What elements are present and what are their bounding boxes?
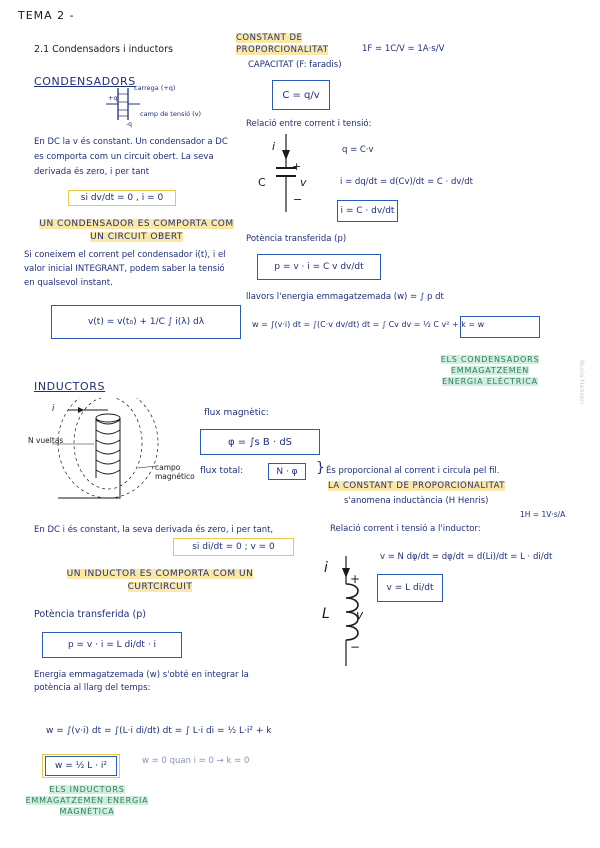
- section-title: 2.1 Condensadors i inductors: [34, 44, 173, 55]
- cond-dc-formula: si dv/dt = 0 , i = 0: [80, 193, 164, 203]
- green-ind-wrap: [22, 785, 152, 817]
- inductor-coil-sketch: [38, 398, 198, 503]
- cond-potencia: Potència transferida (p): [246, 234, 347, 244]
- constant-units: 1F = 1C/V = 1A·s/V: [362, 44, 445, 54]
- coil-i-label: i: [52, 404, 55, 414]
- cond-comporta-text: UN CONDENSADOR ES COMPORTA COM UN CIRCUIT OBERT: [39, 219, 234, 242]
- condensadors-heading: CONDENSADORS: [34, 75, 136, 88]
- ind-constant: LA CONSTANT DE PROPORCIONALITAT: [328, 481, 505, 491]
- vueltas-label: N vueltas: [28, 436, 64, 445]
- proporcional-text: És proporcional al corrent i circula pel fil.: [326, 466, 500, 476]
- green-ind-text: ELS INDUCTORS EMMAGATZEMEN ENERGIA MAGNÈTICA: [25, 785, 149, 816]
- energy-box: [460, 316, 540, 338]
- green-cond-wrap: [430, 355, 550, 387]
- ind-dc-text: En DC i és constant, la seva derivada és zero, i per tant,: [34, 525, 274, 535]
- flux-formula: φ = ∫s B · dS: [227, 436, 293, 448]
- ind-circuit-plus: +: [350, 572, 361, 586]
- ind-comporta: UN INDUCTOR ES COMPORTA COM UN CURTCIRCUIT: [66, 569, 254, 592]
- i-equation: i = dq/dt = d(Cv)/dt = C · dv/dt: [340, 177, 473, 187]
- capacitance-formula: C = q/v: [282, 89, 320, 101]
- ind-relacio: Relació corrent i tensió a l'inductor:: [330, 524, 481, 534]
- ind-dc-formula: si di/dt = 0 ; v = 0: [192, 542, 275, 552]
- henri-units: 1H = 1V·s/A: [520, 510, 566, 519]
- v-box-formula: v = L di/dt: [386, 583, 434, 593]
- cap-circuit-minus: −: [293, 193, 303, 206]
- cap-circuit-plus: +: [292, 160, 302, 173]
- ind-circuit-minus: −: [350, 640, 361, 654]
- ind-power-formula: p = v · i = L di/dt · i: [67, 640, 157, 650]
- ind-w-note: w = 0 quan i = 0 → k = 0: [142, 756, 250, 766]
- inductors-heading: INDUCTORS: [34, 380, 106, 393]
- power-formula: p = v · i = C v dv/dt: [274, 262, 364, 272]
- capacitat-label: CAPACITAT (F: faradis): [248, 60, 342, 70]
- campo-label: campo magnético: [155, 463, 195, 482]
- ind-comporta-wrap: [40, 568, 280, 594]
- anomena-text: s'anomena inductància (H Henris): [344, 496, 489, 506]
- ind-constant-wrap: [328, 481, 505, 492]
- cond-relacio: Relació entre corrent i tensió:: [246, 119, 372, 129]
- cond-comporta: [34, 218, 239, 244]
- green-cond-text: ELS CONDENSADORS EMMAGATZEMEN ENERGIA ELÈCTRICA: [440, 355, 540, 386]
- cap-circuit-C: C: [258, 176, 266, 189]
- page-title: TEMA 2 -: [18, 9, 75, 22]
- cap-circuit-v: v: [300, 176, 307, 189]
- flux-total-label: flux total:: [200, 466, 244, 476]
- polarity-minus: -q: [126, 121, 132, 128]
- constant-title-wrap: [236, 32, 366, 56]
- ind-energia-text: Energia emmagatzemada (w) s'obté en integrar la potència al llarg del temps:: [34, 670, 249, 693]
- ind-potencia: Potència transferida (p): [34, 609, 146, 620]
- ind-circuit-v: v: [356, 608, 364, 622]
- polarity-plus: +q: [108, 94, 118, 102]
- v-equation: v = N dφ/dt = dφ/dt = d(Li)/dt = L · di/dt: [380, 552, 553, 562]
- energy-formula: w = ∫(v·i) dt = ∫(C·v dv/dt) dt = ∫ Cv dv = ½ C v² + k = w: [252, 320, 485, 329]
- capacitor-circuit-symbol: [256, 134, 316, 214]
- cond-dc-text: En DC la v és constant. Un condensador a DC es comporta com un circuit obert. La seva derivada és zero, i per tant: [34, 137, 228, 177]
- llavors-text: llavors l'energia emmagatzemada (w) = ∫ p dt: [246, 292, 444, 302]
- cap-circuit-i: i: [272, 140, 276, 153]
- ind-energy-formula: w = ∫(v·i) dt = ∫(L·i di/dt) dt = ∫ L·i di = ½ L·i² + k: [46, 726, 272, 736]
- ind-circuit-i: i: [324, 560, 328, 576]
- q-equation: q = C·v: [342, 145, 374, 155]
- camp-label: camp de tensió (v): [140, 110, 202, 118]
- i-box-formula: i = C · dv/dt: [340, 206, 395, 216]
- flux-total-formula: N · φ: [276, 466, 298, 477]
- carga-label: carrega (+q): [134, 84, 176, 92]
- integral-formula: v(t) = v(t₀) + 1/C ∫ i(λ) dλ: [87, 317, 205, 327]
- cond-si-text: Si coneixem el corrent pel condensador i(t), i el valor inicial INTEGRANT, podem saber la tensió en qualsevol instant.: [24, 250, 226, 288]
- ind-w-box-formula: w = ½ L · i²: [55, 761, 107, 771]
- flux-title: flux magnètic:: [204, 408, 269, 418]
- ind-circuit-L: L: [322, 606, 330, 622]
- brace: }: [316, 460, 325, 476]
- constant-title: CONSTANT DE PROPORCIONALITAT: [236, 33, 329, 55]
- watermark: Nuria Hansen: [578, 360, 586, 405]
